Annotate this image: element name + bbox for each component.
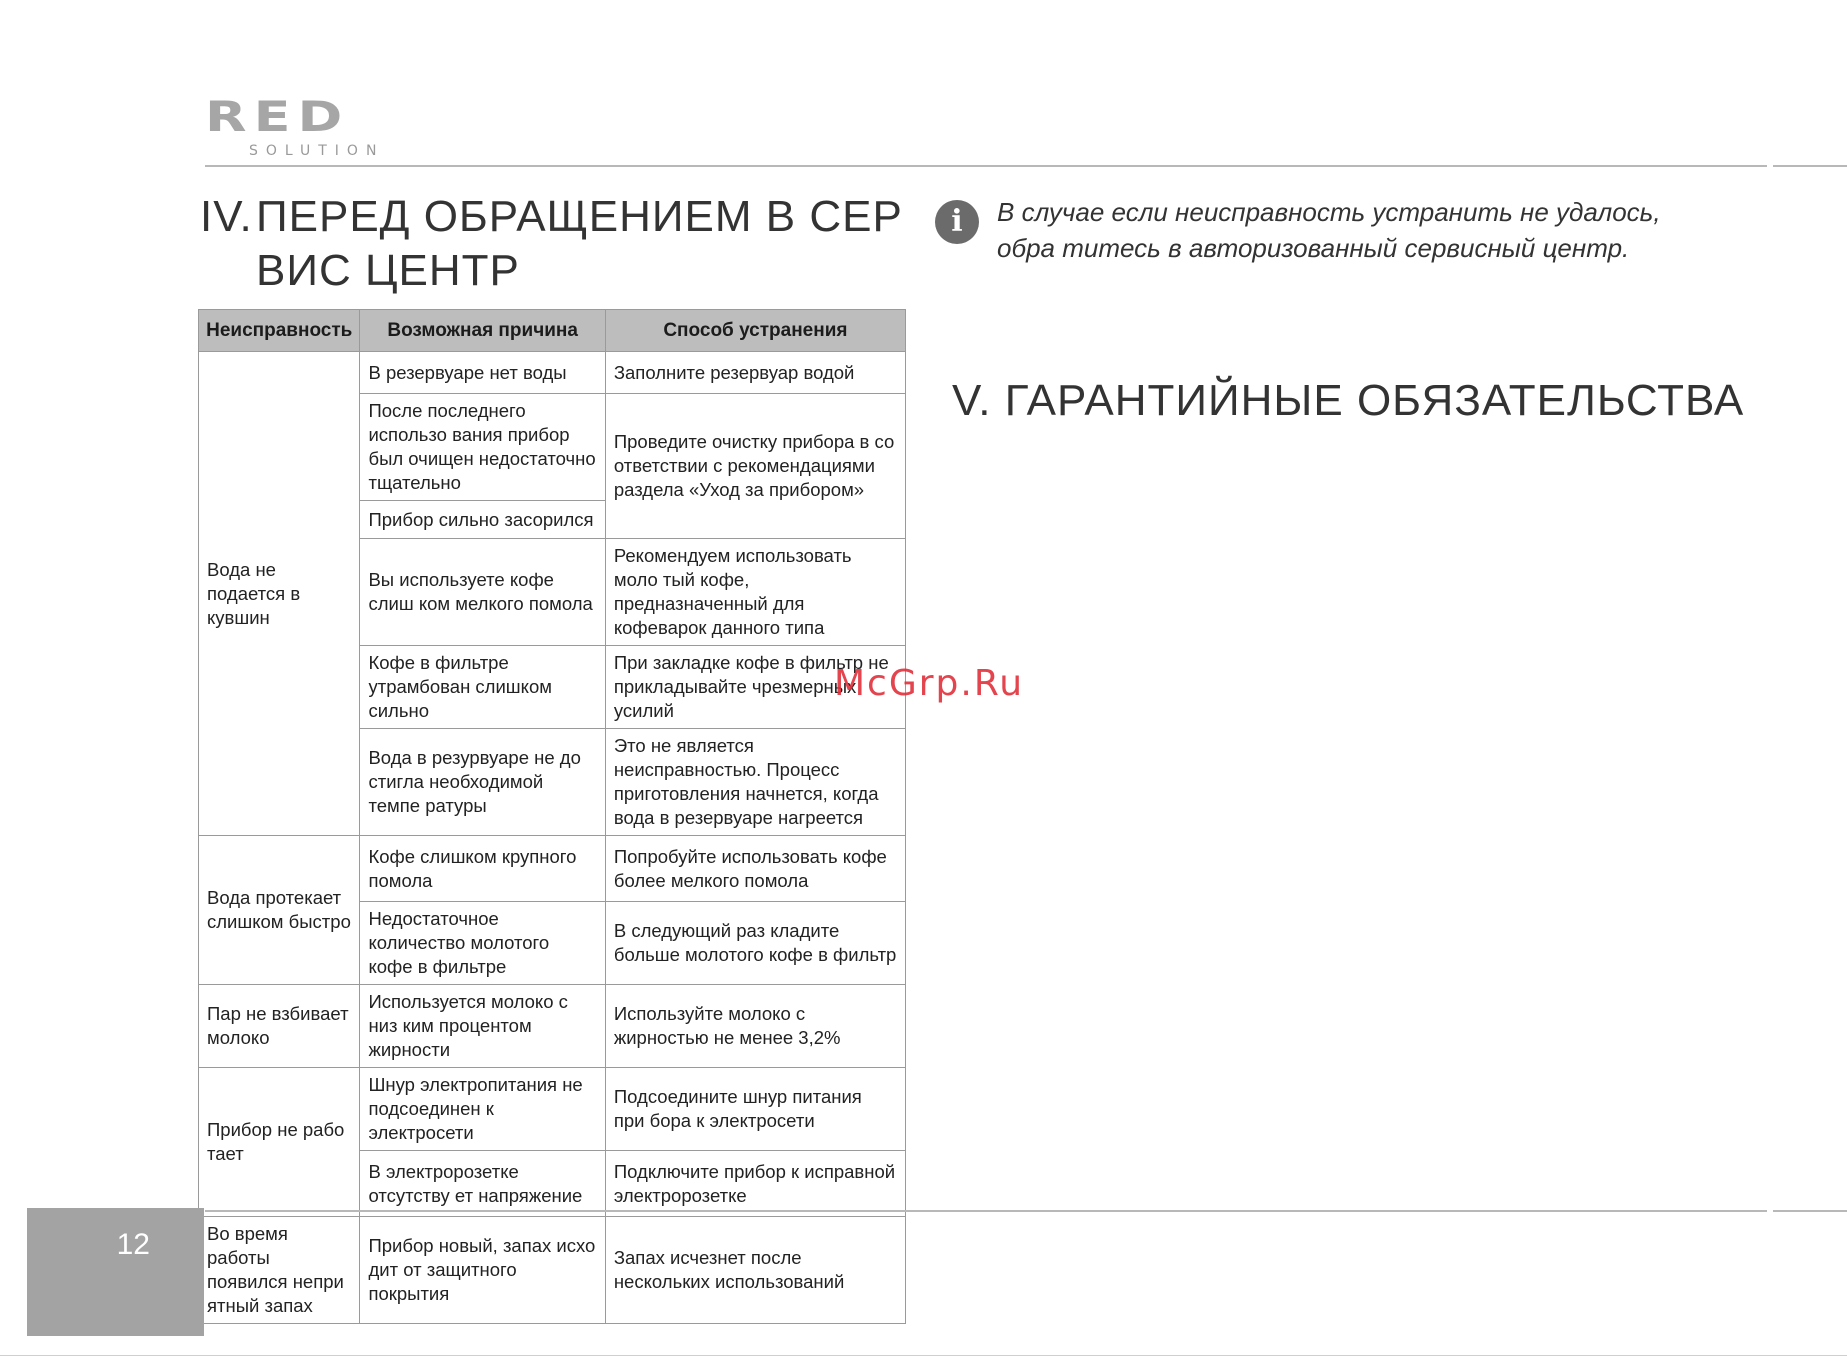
fix-cell: Подсоедините шнур питания при бора к электросети	[605, 1068, 905, 1151]
fix-cell: Подключите прибор к исправной электророзетке	[605, 1151, 905, 1217]
cause-cell: Шнур электропитания не подсоединен к электросети	[360, 1068, 605, 1151]
fix-cell: Это не является неисправностью. Процесс приготовления начнется, когда вода в резервуаре нагреется	[605, 729, 905, 836]
table-row	[199, 836, 906, 902]
section-4-number: IV.	[200, 192, 253, 241]
fault-cell: Вода протекает слишком быстро	[199, 836, 360, 985]
troubleshooting-table	[198, 309, 906, 1324]
section-4-title-line2: ВИС ЦЕНТР	[256, 246, 520, 295]
fix-cell: Используйте молоко с жирностью не менее 3,2%	[605, 985, 905, 1068]
cause-cell: После последнего использо вания прибор был очищен недостаточно тщательно	[360, 394, 605, 501]
header-fault: Неисправность	[199, 310, 360, 352]
fault-cell: Прибор не рабо тает	[199, 1068, 360, 1217]
bottom-edge-line	[0, 1355, 1847, 1356]
fix-cell: При закладке кофе в фильтр не прикладывайте чрезмерных усилий	[605, 646, 905, 729]
cause-cell: Кофе в фильтре утрамбован слишком сильно	[360, 646, 605, 729]
table-row	[199, 352, 906, 394]
watermark: McGrp.Ru	[834, 663, 1025, 704]
fix-cell: В следующий раз кладите больше молотого кофе в фильтр	[605, 902, 905, 985]
info-note: В случае если неисправность устранить не удалось, обра титесь в авторизованный сервисный центр.	[997, 197, 1661, 263]
cause-cell: Прибор сильно засорился	[360, 501, 605, 539]
page-number-block	[27, 1208, 204, 1336]
cause-cell: Недостаточное количество молотого кофе в фильтре	[360, 902, 605, 985]
brand-logo	[205, 92, 395, 162]
logo-brand-text: RED	[205, 92, 350, 142]
table-header-row	[199, 310, 906, 352]
fix-cell: Попробуйте использовать кофе более мелкого помола	[605, 836, 905, 902]
section-5-title: V. ГАРАНТИЙНЫЕ ОБЯЗАТЕЛЬСТВА	[952, 376, 1745, 425]
footer-divider	[205, 1210, 1767, 1212]
info-icon: i	[935, 200, 979, 244]
page-number: 12	[116, 1228, 150, 1261]
table-row	[199, 1217, 906, 1324]
fix-cell: Проведите очистку прибора в со ответствии с рекомендациями раздела «Уход за прибором»	[605, 394, 905, 539]
fault-cell: Пар не взбивает молоко	[199, 985, 360, 1068]
cause-cell: Вы используете кофе слиш ком мелкого помола	[360, 539, 605, 646]
fault-cell: Вода не подается в кувшин	[199, 352, 360, 836]
section-4-title-line1: ПЕРЕД ОБРАЩЕНИЕМ В СЕР	[256, 192, 903, 241]
cause-cell: В резервуаре нет воды	[360, 352, 605, 394]
header-fix: Способ устранения	[605, 310, 905, 352]
fix-cell: Рекомендуем использовать моло тый кофе, предназначенный для кофеварок данного типа	[605, 539, 905, 646]
fix-cell: Запах исчезнет после нескольких использований	[605, 1217, 905, 1324]
fix-cell: Заполните резервуар водой	[605, 352, 905, 394]
footer-divider-right	[1773, 1210, 1847, 1212]
cause-cell: Прибор новый, запах исхо дит от защитного покрытия	[360, 1217, 605, 1324]
logo-sub-text: SOLUTION	[249, 143, 385, 159]
section-4-title	[200, 190, 920, 298]
header-cause: Возможная причина	[360, 310, 605, 352]
cause-cell: Вода в резурвуаре не до стигла необходимой темпе ратуры	[360, 729, 605, 836]
cause-cell: В электророзетке отсутству ет напряжение	[360, 1151, 605, 1217]
cause-cell: Используется молоко с низ ким процентом жирности	[360, 985, 605, 1068]
cause-cell: Кофе слишком крупного помола	[360, 836, 605, 902]
header-divider-right	[1773, 165, 1847, 167]
table-row	[199, 985, 906, 1068]
table-row	[199, 1068, 906, 1151]
header-divider	[205, 165, 1767, 167]
fault-cell: Во время работы появился непри ятный запах	[199, 1217, 360, 1324]
